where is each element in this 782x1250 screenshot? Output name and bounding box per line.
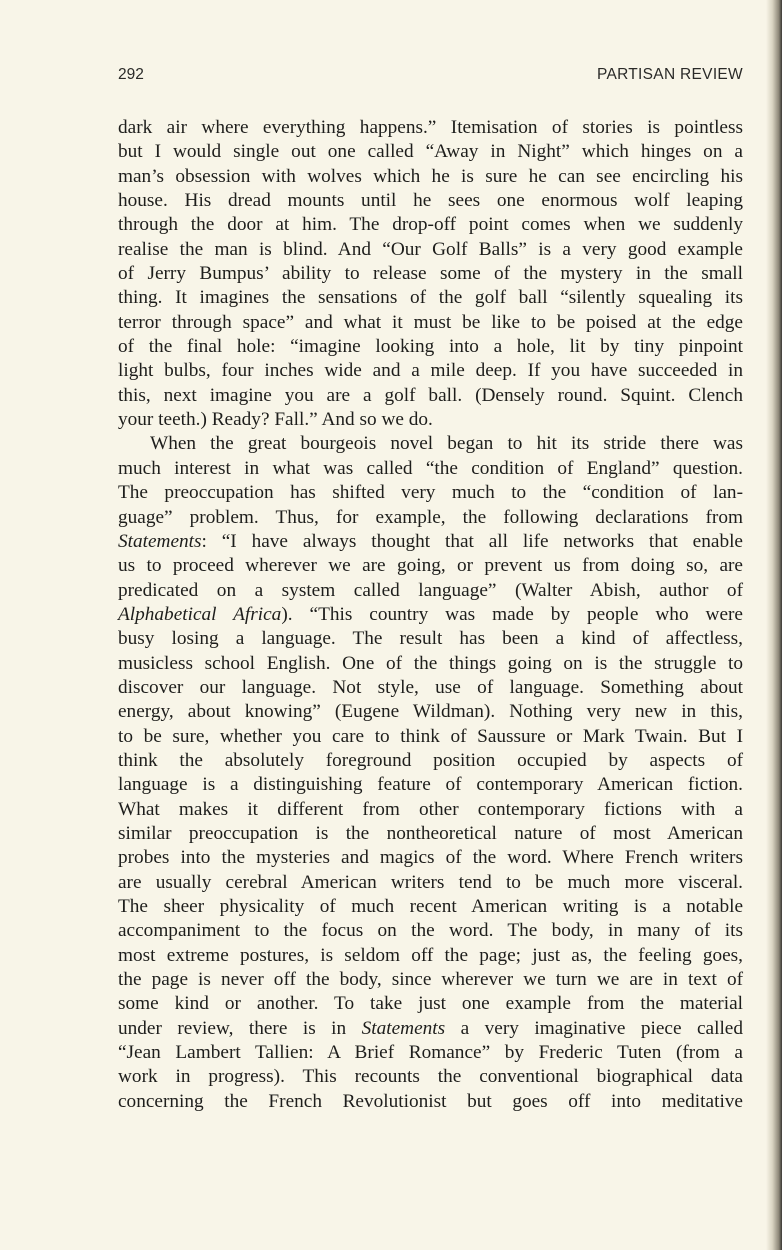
text-line (118, 481, 743, 505)
text-line (118, 238, 743, 262)
text-run: us to proceed wherever we are going, or prevent us from doing so, are (118, 555, 743, 577)
text-run: house. His dread mounts until he sees one enormous wolf leaping (118, 190, 743, 212)
text-line (118, 798, 743, 822)
text-run: realise the man is blind. And “Our Golf Balls” is a very good example (118, 238, 743, 260)
text-line (118, 871, 743, 895)
text-run: much interest in what was called “the condition of England” question. (118, 457, 743, 479)
text-run: the page is never off the body, since wherever we turn we are in text of (118, 969, 743, 991)
text-run: language is a distinguishing feature of contemporary American fiction. (118, 774, 743, 796)
text-line (118, 1065, 743, 1089)
text-run: under review, there is in (118, 1017, 362, 1039)
paragraph (118, 116, 743, 432)
running-title: PARTISAN REVIEW (596, 66, 743, 83)
text-line (118, 1041, 743, 1065)
text-line (118, 165, 743, 189)
text-run: your teeth.) Ready? Fall.” And so we do. (118, 409, 433, 431)
text-line (118, 919, 743, 943)
text-line (118, 895, 743, 919)
text-run: man’s obsession with wolves which he is sure he can see encircling his (118, 165, 743, 187)
text-line (118, 968, 743, 992)
text-run: similar preoccupation is the nontheoretical nature of most American (118, 822, 743, 844)
text-line (118, 992, 743, 1016)
text-line (118, 384, 743, 408)
text-line (118, 554, 743, 578)
text-line (118, 676, 743, 700)
text-run: but I would single out one called “Away in Night” which hinges on a (118, 141, 743, 163)
text-run: a very imaginative piece called (445, 1017, 744, 1039)
text-line (118, 1090, 743, 1114)
page-number: 292 (118, 66, 144, 83)
text-run: light bulbs, four inches wide and a mile deep. If you have succeeded in (118, 360, 743, 382)
text-run: this, next imagine you are a golf ball. (Densely round. Squint. Clench (118, 384, 743, 406)
text-line (118, 530, 743, 554)
text-run: thing. It imagines the sensations of the golf ball “silently squealing its (118, 287, 743, 309)
text-line (118, 408, 743, 432)
text-run: of the final hole: “imagine looking into a hole, lit by tiny pinpoint (118, 336, 743, 358)
text-run: What makes it different from other contemporary fictions with a (118, 798, 743, 820)
text-run: some kind or another. To take just one example from the material (118, 993, 743, 1015)
text-run: predicated on a system called language” (Walter Abish, author of (118, 579, 743, 601)
text-line (118, 652, 743, 676)
text-run: work in progress). This recounts the conventional biographical data (118, 1066, 743, 1088)
text-line (118, 506, 743, 530)
italic-title: Statements (361, 1017, 446, 1039)
text-line (118, 457, 743, 481)
text-line (118, 1017, 743, 1041)
italic-title: Statements (118, 530, 202, 552)
text-run: : “I have always thought that all life networks that enable (201, 530, 743, 552)
text-run: to be sure, whether you care to think of Saussure or Mark Twain. But I (118, 725, 743, 747)
text-run: “Jean Lambert Tallien: A Brief Romance” by Frederic Tuten (from a (118, 1042, 743, 1064)
text-run: ). “This country was made by people who were (281, 603, 743, 625)
text-line (118, 725, 743, 749)
text-run: energy, about knowing” (Eugene Wildman). Nothing very new in this, (118, 701, 743, 723)
text-line (118, 189, 743, 213)
text-run: accompaniment to the focus on the word. The body, in many of its (118, 920, 743, 942)
running-header (118, 66, 743, 90)
text-line (118, 944, 743, 968)
text-run: concerning the French Revolutionist but goes off into meditative (118, 1090, 743, 1112)
text-run: discover our language. Not style, use of language. Something about (118, 676, 743, 698)
text-line (118, 773, 743, 797)
text-run: The sheer physicality of much recent American writing is a notable (118, 896, 743, 917)
text-run: terror through space” and what it must be like to be poised at the edge (118, 311, 743, 333)
text-run: musicless school English. One of the things going on is the struggle to (118, 652, 743, 674)
text-line (118, 311, 743, 335)
text-run: busy losing a language. The result has been a kind of affectless, (118, 628, 743, 650)
text-run: of Jerry Bumpus’ ability to release some of the mystery in the small (118, 263, 743, 285)
body-text (118, 116, 743, 1114)
text-line (118, 335, 743, 359)
text-line (118, 213, 743, 237)
text-run: dark air where everything happens.” Itemisation of stories is pointless (118, 117, 743, 138)
italic-title: Alphabetical Africa (118, 603, 282, 625)
text-line (118, 116, 743, 140)
text-run: most extreme postures, is seldom off the page; just as, the feeling goes, (118, 944, 743, 966)
text-line (118, 603, 743, 627)
text-run: think the absolutely foreground position occupied by aspects of (118, 749, 743, 771)
text-line (118, 262, 743, 286)
text-line (118, 822, 743, 846)
paragraph (118, 432, 743, 1114)
text-line (118, 286, 743, 310)
text-line (118, 700, 743, 724)
text-run: through the door at him. The drop-off point comes when we suddenly (118, 214, 743, 236)
text-run: When the great bourgeois novel began to hit its stride there was (150, 433, 743, 455)
text-run: probes into the mysteries and magics of the word. Where French writers (118, 847, 743, 869)
text-line (118, 749, 743, 773)
text-line (118, 846, 743, 870)
text-line (118, 579, 743, 603)
text-line (118, 432, 743, 456)
text-run: are usually cerebral American writers tend to be much more visceral. (118, 871, 743, 893)
text-run: guage” problem. Thus, for example, the following declarations from (118, 506, 743, 528)
text-line (118, 627, 743, 651)
text-run: The preoccupation has shifted very much to the “condition of lan- (118, 482, 743, 504)
text-line (118, 359, 743, 383)
page-binding-shadow (766, 0, 782, 1250)
text-line (118, 140, 743, 164)
